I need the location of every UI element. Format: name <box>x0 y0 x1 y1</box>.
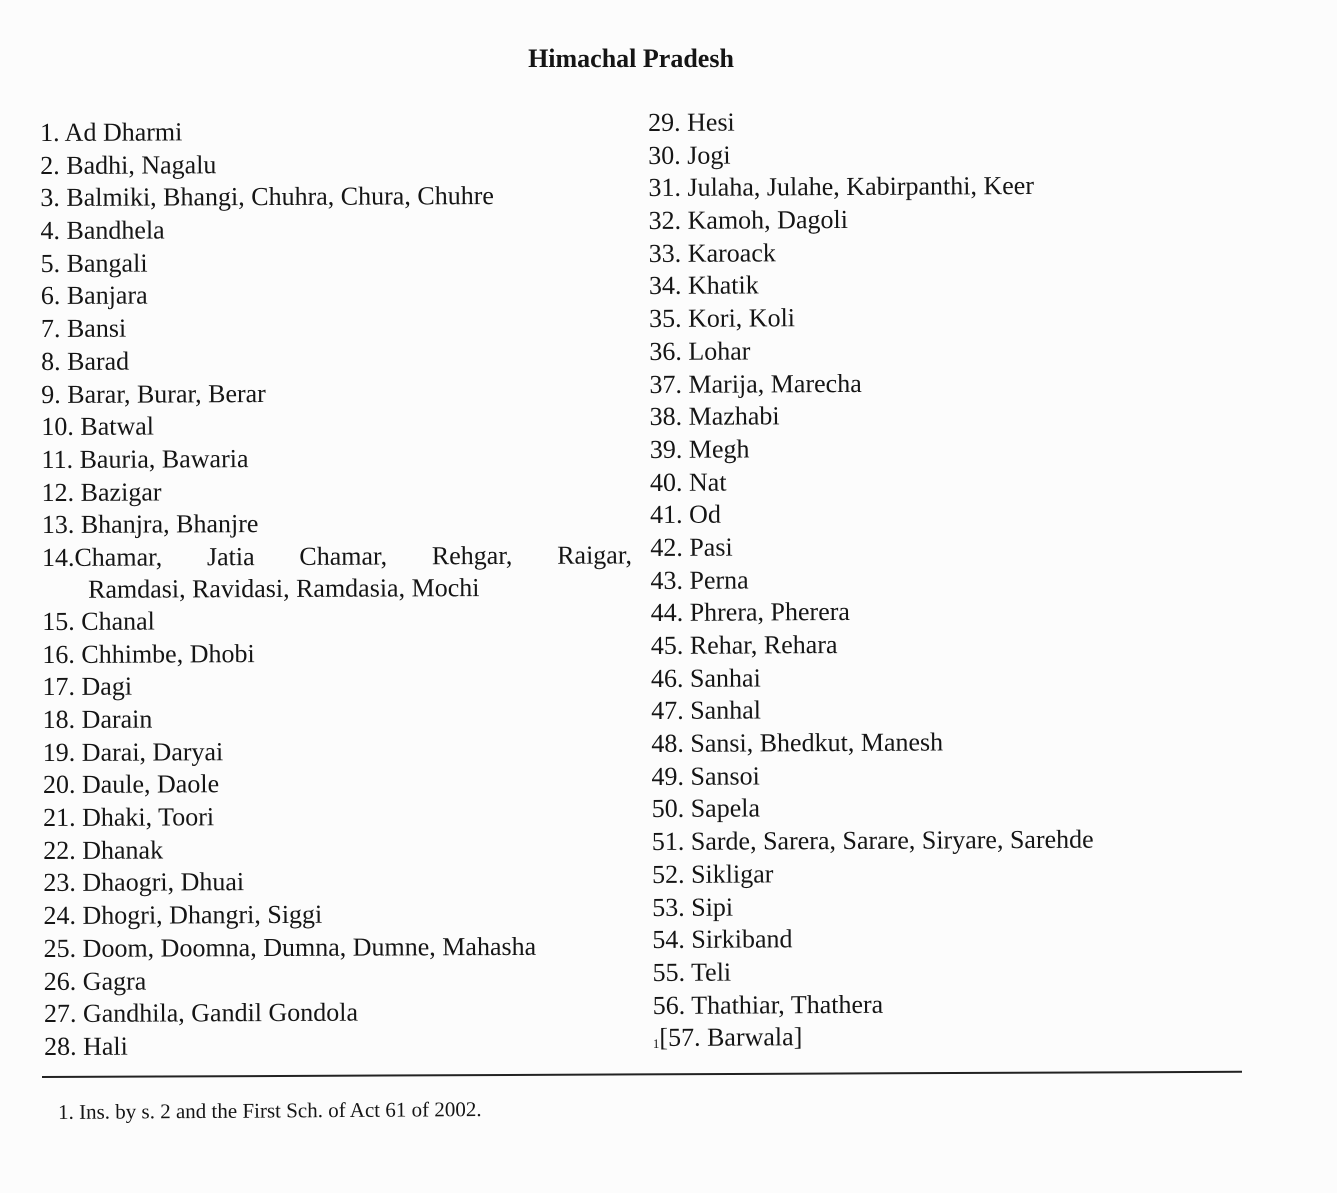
list-item-text: Dhaogri, Dhuai <box>82 867 245 898</box>
list-item <box>40 147 630 182</box>
list-item-text: Kamoh, Dagoli <box>687 205 848 235</box>
list-item <box>653 987 1173 1022</box>
list-item-line-2: Ramdasi, Ravidasi, Ramdasia, Mochi <box>87 573 480 604</box>
list-item <box>43 865 633 900</box>
list-item-text: Ad Dharmi <box>64 117 183 147</box>
list-item-text: Kori, Koli <box>688 303 796 333</box>
list-item-number: 55. <box>652 957 686 987</box>
list-item-text: Barar, Burar, Berar <box>67 378 266 409</box>
list-item <box>44 930 634 965</box>
list-item-text: Batwal <box>80 411 155 442</box>
list-item <box>649 235 1169 270</box>
list-item <box>41 245 631 280</box>
list-item-number: 42. <box>650 532 683 562</box>
list-item-number: 52. <box>651 859 685 889</box>
list-item-number: 19. <box>42 737 76 767</box>
list-item-number: 22. <box>43 835 76 865</box>
list-item-number: 16. <box>42 639 75 669</box>
list-item-text: Lohar <box>688 336 751 366</box>
list-item <box>651 693 1171 728</box>
list-item-text: Phrera, Pherera <box>689 597 850 628</box>
footnote-marker: 1 <box>652 1036 660 1052</box>
page-title: Himachal Pradesh <box>528 44 734 73</box>
list-item-number: 30. <box>648 140 681 170</box>
list-item <box>648 137 1168 172</box>
list-item-text: Bazigar <box>80 477 162 507</box>
list-item-word: 14.Chamar, <box>41 542 163 572</box>
list-item-number: 44. <box>650 598 684 628</box>
list-item <box>652 856 1172 891</box>
list-item-number: 53. <box>652 892 685 922</box>
list-item-number: 38. <box>649 402 683 432</box>
list-item-text: Karoack <box>687 238 776 268</box>
list-item <box>650 562 1170 597</box>
list-item <box>651 725 1171 760</box>
list-item-number: 25. <box>43 933 77 963</box>
list-item-number: 3. <box>40 183 60 213</box>
list-item-number: 15. <box>42 606 75 636</box>
list-item-number: 56. <box>652 990 686 1020</box>
list-item-text: Od <box>689 499 721 530</box>
list-item-text: Bangali <box>66 248 148 278</box>
list-item-text: Khatik <box>687 270 759 301</box>
list-item <box>652 954 1172 989</box>
list-item-text: [57. Barwala] <box>659 1022 803 1053</box>
list-item-text: Chhimbe, Dhobi <box>81 638 255 669</box>
list-item-number: 9. <box>41 379 61 409</box>
list-item-number: 5. <box>40 248 61 278</box>
list-item <box>650 431 1170 466</box>
list-item <box>43 799 633 834</box>
list-item-number: 7. <box>40 314 61 344</box>
list-item <box>44 996 634 1031</box>
list-item-number: 17. <box>42 672 76 702</box>
list-item-text: Thathiar, Thathera <box>691 989 884 1020</box>
list-item-number: 50. <box>651 794 685 824</box>
list-item-number: 31. <box>648 173 681 203</box>
list-item-number: 26. <box>43 966 77 996</box>
list-item-text: Marija, Marecha <box>688 368 862 399</box>
list-item-text: Gagra <box>82 966 147 996</box>
list-item-text: Hali <box>82 1031 128 1061</box>
list-item <box>41 376 631 411</box>
list-item-number: 40. <box>649 467 683 497</box>
list-item <box>652 889 1172 924</box>
list-item-text: Balmiki, Bhangi, Chuhra, Chura, Chuhre <box>66 181 494 213</box>
list-item <box>651 627 1171 662</box>
list-item-number: 54. <box>652 925 685 955</box>
list-item <box>650 529 1170 564</box>
list-item <box>651 660 1171 695</box>
list-item-number: 47. <box>651 696 684 726</box>
list-item <box>43 767 633 802</box>
list-item-text: Bandhela <box>66 215 165 245</box>
list-item-text: Sirkiband <box>691 924 793 954</box>
list-item <box>40 212 630 247</box>
list-item <box>41 343 631 378</box>
list-item-text: Barad <box>67 346 130 376</box>
list-item-text: Gandhila, Gandil Gondola <box>82 997 359 1029</box>
list-item-line-1 <box>42 539 632 574</box>
list-item-text: Sikligar <box>690 859 774 889</box>
list-item-text: Mazhabi <box>688 401 780 431</box>
list-item-text: Badhi, Nagalu <box>66 149 217 180</box>
list-item-word: Raigar, <box>557 540 632 570</box>
list-item-number: 12. <box>41 477 75 507</box>
list-item <box>650 497 1170 532</box>
list-item <box>43 701 633 736</box>
list-item <box>44 1028 634 1063</box>
list-item-number: 33. <box>648 238 682 268</box>
list-item <box>650 464 1170 499</box>
list-item-text: Sanhal <box>690 695 762 726</box>
list-item-text: Dhaki, Toori <box>81 802 215 832</box>
list-item-text: Perna <box>689 565 749 595</box>
list-item <box>42 603 632 638</box>
list-item-text: Bansi <box>66 313 127 344</box>
list-item <box>43 734 633 769</box>
list-item <box>648 104 1168 139</box>
list-item <box>652 921 1172 956</box>
list-item-number: 45. <box>650 630 684 660</box>
list-item <box>652 823 1172 858</box>
list-item <box>649 202 1169 237</box>
list-item-number: 36. <box>649 336 682 366</box>
list-item <box>42 474 632 509</box>
list-item-number: 4. <box>40 215 61 246</box>
list-item-number: 1. <box>40 117 60 147</box>
list-item <box>649 333 1169 368</box>
list-item-text: Banjara <box>66 280 148 311</box>
list-item <box>648 170 1168 205</box>
list-item-number: 8. <box>41 346 61 376</box>
list-item <box>653 1020 1173 1055</box>
list-item <box>649 300 1169 335</box>
list-item <box>42 507 632 542</box>
list-item-text: Dhanak <box>82 835 164 865</box>
list-item-number: 35. <box>649 303 682 334</box>
list-item-number: 20. <box>42 770 76 800</box>
list-item-number: 21. <box>42 802 76 833</box>
list-item <box>650 398 1170 433</box>
footnote: 1. Ins. by s. 2 and the First Sch. of Act 61 of 2002. <box>58 1097 482 1124</box>
list-item-number: 6. <box>40 281 61 311</box>
list-item-number: 27. <box>43 999 77 1029</box>
list-item <box>41 311 631 346</box>
list-item-text: Dagi <box>81 671 133 702</box>
list-item-number: 13. <box>41 510 75 540</box>
list-item-number: 43. <box>650 565 684 595</box>
list-item <box>42 636 632 671</box>
list-item <box>42 669 632 704</box>
list-item-number: 37. <box>649 369 683 399</box>
list-item-text: Hesi <box>687 107 735 137</box>
list-item-text: Nat <box>688 467 727 497</box>
list-item <box>41 278 631 313</box>
list-item-number: 39. <box>649 434 683 464</box>
list-item-text: Sipi <box>691 892 734 922</box>
list-item-number: 18. <box>42 704 76 734</box>
list-item-text: Sansi, Bhedkut, Manesh <box>690 727 944 758</box>
list-item <box>652 791 1172 826</box>
list-item-number: 29. <box>648 107 681 137</box>
list-item-text: Megh <box>688 434 750 464</box>
list-item <box>44 963 634 998</box>
list-item-number: 34. <box>648 271 682 301</box>
footnote-divider <box>42 1071 1242 1078</box>
list-item-text: Rehar, Rehara <box>689 630 838 660</box>
list-item-text: Daule, Daole <box>81 769 220 800</box>
list-item <box>651 758 1171 793</box>
list-item-text: Chanal <box>81 606 155 636</box>
list-item-text: Bhanjra, Bhanjre <box>80 509 259 540</box>
list-item-word: Jatia <box>206 542 255 572</box>
list-item <box>42 539 632 606</box>
list-item <box>41 409 631 444</box>
list-item-number: 11. <box>41 444 74 474</box>
list-item-text: Teli <box>690 957 732 987</box>
list-item-text: Sansoi <box>690 761 760 791</box>
list-item-text: Darain <box>81 704 153 734</box>
list-item-number: 23. <box>43 868 76 898</box>
list-item-number: 41. <box>650 500 683 530</box>
list-item <box>40 180 630 215</box>
list-item-number: 48. <box>651 728 684 759</box>
list-item-number: 10. <box>41 412 74 442</box>
list-item <box>649 268 1169 303</box>
list-item-text: Bauria, Bawaria <box>79 443 249 474</box>
list-item-number: 2. <box>40 150 60 180</box>
list-item-number: 51. <box>651 826 685 857</box>
list-item-text: Doom, Doomna, Dumna, Dumne, Mahasha <box>82 931 537 963</box>
list-item-text: Dhogri, Dhangri, Siggi <box>82 899 323 930</box>
list-item-text: Jogi <box>687 140 731 170</box>
list-item-text: Sarde, Sarera, Sarare, Siryare, Sarehde <box>690 824 1094 856</box>
list-item <box>40 114 630 149</box>
list-item-text: Sapela <box>690 793 761 824</box>
list-item-text: Darai, Daryai <box>81 736 224 767</box>
left-column-list <box>40 114 634 1063</box>
list-item <box>649 366 1169 401</box>
list-item-number: 49. <box>651 761 685 791</box>
right-column-list <box>648 104 1173 1055</box>
list-item <box>41 441 631 476</box>
list-item-number: 46. <box>650 663 684 693</box>
list-item <box>651 595 1171 630</box>
list-item-word: Chamar, <box>299 541 388 571</box>
list-item <box>43 898 633 933</box>
list-item-number: 28. <box>43 1031 77 1061</box>
list-item-number: 32. <box>648 205 682 236</box>
list-item-text: Pasi <box>689 532 733 562</box>
list-item <box>43 832 633 867</box>
list-item-number: 24. <box>43 900 77 931</box>
list-item-word: Rehgar, <box>431 540 513 571</box>
list-item-text: Sanhai <box>689 663 761 693</box>
list-item-text: Julaha, Julahe, Kabirpanthi, Keer <box>687 171 1035 203</box>
